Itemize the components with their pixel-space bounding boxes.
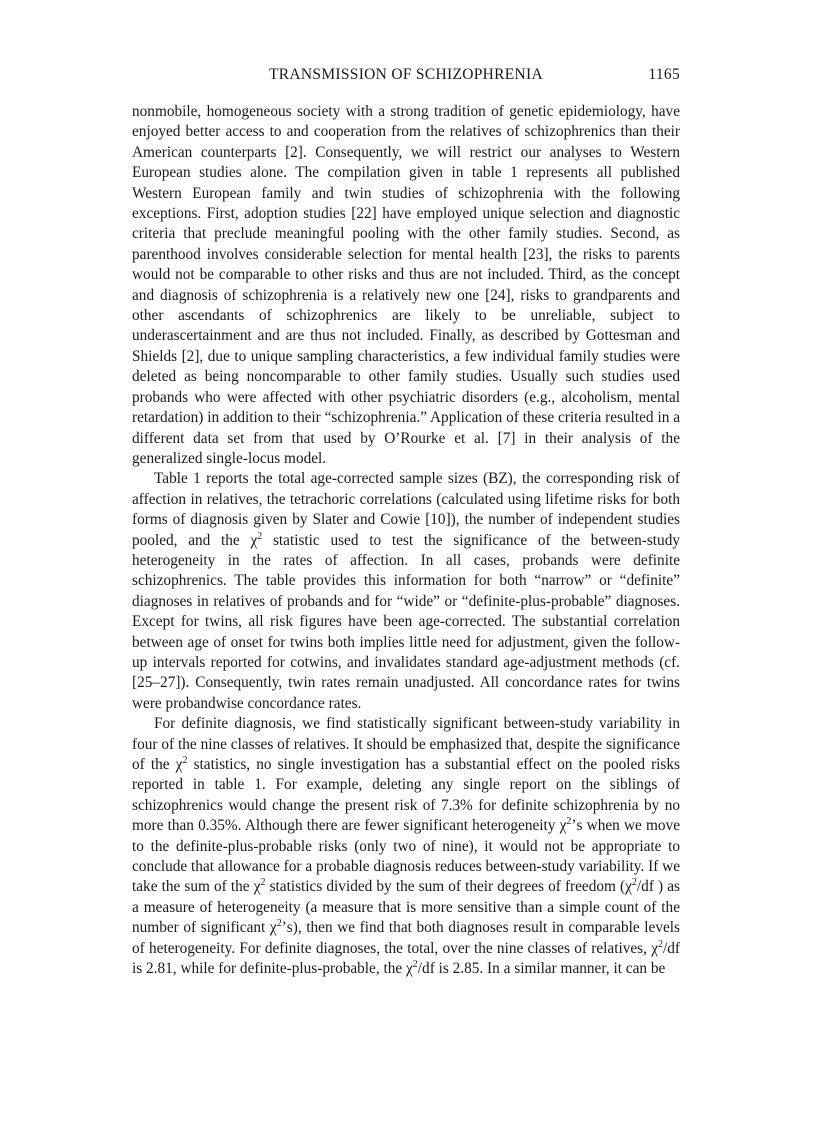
paragraph-1: nonmobile, homogeneous society with a strong tradition of genetic epidemiology, have enjoyed better access to and cooperation from the relatives of schizophrenics than their American counterparts [2]. Consequently, we will restrict our analyses to Western European studies alone. The compilation given in table 1 represents all published Western European family and twin studies of schizophrenia with the following exceptions. First, adoption studies [22] have employed unique selection and diagnostic criteria that preclude meaningful pooling with the other family studies. Second, as parenthood involves considerable selection for mental health [23], the risks to parents would not be comparable to other risks and thus are not included. Third, as the concept and diagnosis of schizophrenia is a relatively new one [24], risks to grandparents and other ascendants of schizophrenics are likely to be unreliable, subject to underascertainment and are thus not included. Finally, as described by Gottesman and Shields [2], due to unique sampling characteristics, a few individual family studies were deleted as being noncomparable to other family studies. Usually such studies used probands who were affected with other psychiatric disorders (e.g., alcoholism, mental retardation) in addition to their “schizophrenia.” Application of these criteria resulted in a different data set from that used by O’Rourke et al. [7] in their analysis of the generalized single-locus model.	[132, 103, 680, 467]
chi-square-superscript: 2	[257, 530, 263, 542]
paragraph-2	[132, 469, 680, 714]
paragraph-3-seg-0: For definite diagnosis, we find statistically significant between-study variability in four of the nine classes of relatives. It should be emphasized that, despite the significance of the χ	[132, 715, 680, 773]
chi-square-superscript: 2	[631, 877, 637, 889]
paragraph-3-seg-4: ’s when we move to the definite-plus-probable risks (only two of nine), it would not be appropriate to conclude that allowance for a probable diagnosis reduces between-study variability. If we take the sum of the χ	[132, 817, 680, 896]
paragraph-3-seg-2: statistics, no single investigation has a substantial effect on the pooled risks reported in table 1. For example, deleting any single report on the siblings of schizophrenics would change the present risk of 7.3% for definite schizophrenia by no more than 0.35%. Although there are fewer significant heterogeneity χ	[132, 756, 680, 835]
chi-square-superscript: 2	[412, 958, 418, 970]
paragraph-2-text-a: Table 1 reports the total age-corrected sample sizes (BZ), the corresponding risk of affection in relatives, the tetrachoric correlations (calculated using lifetime risks for both forms of diagnosis given by Slater and Cowie [10]), the number of independent studies pooled, and the χ	[132, 470, 680, 549]
page	[132, 66, 680, 979]
paragraph-2-text-b: statistic used to test the significance of the between-study heterogeneity in the rates of affection. In all cases, probands were definite schizophrenics. The table provides this information for both “narrow” or “definite” diagnoses in relatives of probands and for “wide” or “definite-plus-probable” diagnoses. Except for twins, all risk figures have been age-corrected. The substantial correlation between age of onset for twins both implies little need for adjustment, given the follow-up intervals reported for cotwins, and invalidates standard age-adjustment methods (cf. [25–27]). Consequently, twin rates remain unadjusted. All concordance rates for twins were probandwise concordance rates.	[132, 531, 680, 712]
running-title: TRANSMISSION OF SCHIZOPHRENIA	[269, 66, 543, 83]
paragraph-3	[132, 714, 680, 979]
chi-square-superscript: 2	[182, 754, 188, 766]
chi-square-superscript: 2	[276, 918, 282, 930]
paragraph-3-seg-12: /df is 2.81, while for definite-plus-probable, the χ	[132, 939, 680, 978]
chi-square-superscript: 2	[566, 816, 572, 828]
paragraph-3-seg-8: /df ) as a measure of heterogeneity (a measure that is more sensitive than a simple count of the number of significant χ	[132, 878, 680, 937]
body-text	[132, 102, 680, 979]
running-head	[132, 66, 680, 90]
chi-square-superscript: 2	[658, 938, 663, 950]
chi-square-superscript: 2	[260, 877, 266, 889]
paragraph-3-seg-10: ’s), then we find that both diagnoses result in comparable levels of heterogeneity. For definite diagnoses, the total, over the nine classes of relatives, χ	[132, 919, 680, 957]
page-number: 1165	[648, 66, 680, 83]
paragraph-3-seg-6: statistics divided by the sum of their degrees of freedom (χ	[265, 878, 632, 896]
paragraph-3-seg-14: /df is 2.85. In a similar manner, it can be	[417, 960, 666, 978]
